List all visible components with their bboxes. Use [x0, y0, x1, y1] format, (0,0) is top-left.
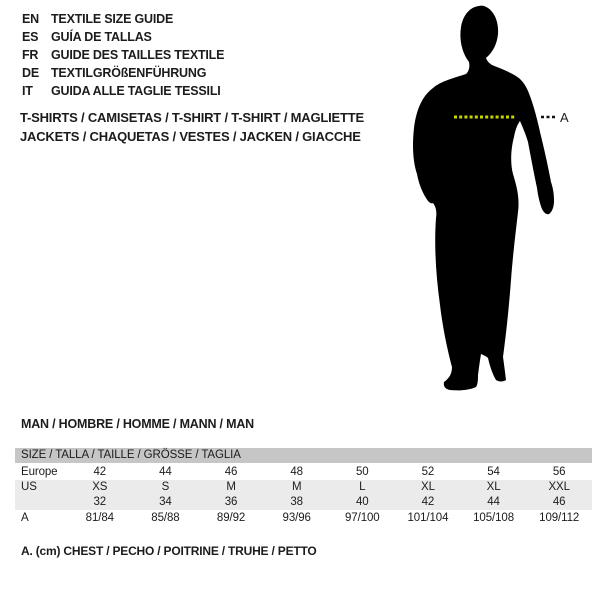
- section-title-man: MAN / HOMBRE / HOMME / MANN / MAN: [21, 417, 254, 431]
- language-title: GUIDA ALLE TAGLIE TESSILI: [51, 84, 221, 98]
- table-cell: 46: [552, 496, 566, 508]
- measure-label-a: A: [560, 110, 569, 125]
- size-table: [15, 448, 592, 527]
- table-cell: 42: [93, 466, 107, 478]
- table-cell: 85/88: [151, 512, 180, 524]
- table-cell: 44: [159, 466, 172, 478]
- table-row-us-numbers: [15, 495, 592, 510]
- language-title: TEXTILGRÖßENFÜHRUNG: [51, 66, 207, 80]
- table-cell: L: [359, 481, 366, 493]
- table-cell: 105/108: [473, 512, 514, 524]
- table-cell: XL: [486, 481, 501, 493]
- table-cell: 40: [356, 496, 369, 508]
- table-cell: 81/84: [85, 512, 114, 524]
- table-cell: 97/100: [345, 512, 380, 524]
- table-cell: 52: [421, 466, 435, 478]
- man-silhouette-figure: [408, 0, 598, 400]
- table-cell: 46: [224, 466, 238, 478]
- language-row: [22, 10, 224, 28]
- table-row-chest-a: [15, 510, 592, 527]
- table-cell: 109/112: [539, 512, 580, 524]
- man-silhouette: [413, 6, 554, 391]
- language-row: [22, 82, 224, 100]
- language-code: FR: [22, 48, 39, 62]
- row-label: Europe: [21, 466, 58, 478]
- table-cell: 48: [290, 466, 303, 478]
- language-title: GUÍA DE TALLAS: [51, 30, 152, 44]
- table-row-europe: [15, 464, 592, 480]
- row-label: [15, 495, 67, 510]
- language-code: ES: [22, 30, 39, 44]
- language-row: [22, 28, 224, 46]
- table-cell: 34: [159, 496, 172, 508]
- table-cell: 38: [290, 496, 303, 508]
- table-cell: XS: [92, 481, 108, 493]
- language-code: DE: [22, 66, 39, 80]
- row-label: A: [21, 512, 29, 524]
- category-list: [20, 108, 364, 146]
- table-cell: M: [291, 481, 302, 493]
- table-cell: S: [161, 481, 170, 493]
- table-cell: 36: [224, 496, 238, 508]
- table-cell: XXL: [548, 481, 570, 493]
- table-cell: 93/96: [282, 512, 311, 524]
- language-code: IT: [22, 84, 33, 98]
- table-cell: 89/92: [216, 512, 246, 524]
- language-row: [22, 64, 224, 82]
- table-block-us: [15, 480, 592, 510]
- table-cell: 54: [487, 466, 500, 478]
- table-cell: 42: [421, 496, 435, 508]
- table-cell: 44: [487, 496, 500, 508]
- table-cell: 50: [356, 466, 369, 478]
- language-code: EN: [22, 12, 39, 26]
- measurement-footnote: A. (cm) CHEST / PECHO / POITRINE / TRUHE / PETTO: [21, 544, 317, 558]
- table-cell: 56: [552, 466, 566, 478]
- table-cell: 32: [93, 496, 107, 508]
- table-cell: M: [226, 481, 236, 493]
- language-row: [22, 46, 224, 64]
- row-label: US: [21, 481, 37, 493]
- category-line-jackets: JACKETS / CHAQUETAS / VESTES / JACKEN / GIACCHE: [20, 129, 361, 144]
- language-title: TEXTILE SIZE GUIDE: [51, 12, 174, 26]
- table-row-us-letters: [15, 480, 592, 495]
- table-cell: XL: [421, 481, 435, 493]
- language-title: GUIDE DES TAILLES TEXTILE: [51, 48, 225, 62]
- size-table-header: SIZE / TALLA / TAILLE / GRÖSSE / TAGLIA: [15, 448, 592, 463]
- category-line-tshirts: T-SHIRTS / CAMISETAS / T-SHIRT / T-SHIRT / MAGLIETTE: [20, 110, 364, 125]
- language-list: [22, 10, 224, 100]
- table-cell: 101/104: [407, 512, 449, 524]
